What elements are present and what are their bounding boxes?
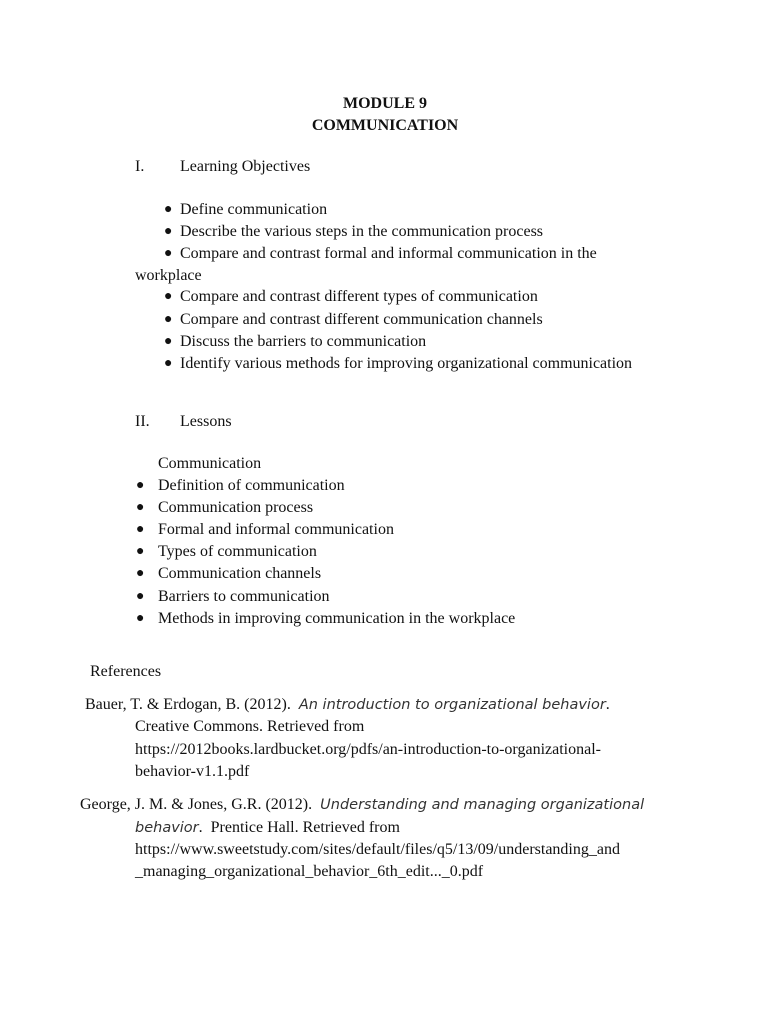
objective-item-continuation: workplace: [135, 267, 202, 284]
bullet-icon: ●: [164, 312, 173, 327]
objective-item: Identify various methods for improving organizational communication: [180, 355, 633, 372]
references-heading: References: [90, 663, 162, 680]
bullet-icon: ●: [164, 289, 173, 304]
section-two-heading: Lessons: [180, 413, 232, 430]
lesson-item: Types of communication: [158, 543, 317, 560]
bullet-icon: ●: [164, 334, 173, 349]
objective-item: Compare and contrast formal and informal communication in the: [180, 245, 597, 262]
objective-item: Compare and contrast different communication channels: [180, 311, 543, 328]
bullet-icon: ●: [136, 589, 145, 604]
reference-title: Understanding and managing organizational: [320, 797, 645, 813]
section-one-heading: Learning Objectives: [180, 158, 311, 175]
lesson-item: Definition of communication: [158, 477, 345, 494]
lesson-item: Barriers to communication: [158, 588, 330, 605]
bullet-icon: ●: [136, 522, 145, 537]
lesson-item: Communication process: [158, 499, 314, 516]
objective-item: Define communication: [180, 201, 328, 218]
reference-title: An introduction to organizational behavior: [298, 697, 606, 713]
bullet-icon: ●: [136, 500, 145, 515]
section-one-numeral: I.: [135, 158, 145, 175]
reference-line: behavior. Prentice Hall. Retrieved from: [135, 819, 400, 836]
objective-item: Discuss the barriers to communication: [180, 333, 427, 350]
reference-publisher: Creative Commons. Retrieved from: [135, 718, 365, 735]
reference-url: https://www.sweetstudy.com/sites/default/files/q5/13/09/understanding_and: [135, 841, 620, 858]
objective-item: Describe the various steps in the communication process: [180, 223, 544, 240]
section-two-numeral: II.: [135, 413, 150, 430]
objective-item: Compare and contrast different types of communication: [180, 288, 538, 305]
bullet-icon: ●: [136, 566, 145, 581]
reference-url-continuation: behavior-v1.1.pdf: [135, 763, 250, 780]
reference-line: Bauer, T. & Erdogan, B. (2012). An introduction to organizational behavior.: [85, 696, 610, 713]
reference-url-continuation: _managing_organizational_behavior_6th_edit..._0.pdf: [135, 863, 484, 880]
bullet-icon: ●: [164, 202, 173, 217]
module-number: MODULE 9: [343, 95, 427, 112]
bullet-icon: ●: [136, 544, 145, 559]
bullet-icon: ●: [164, 246, 173, 261]
reference-authors: George, J. M. & Jones, G.R. (2012).: [80, 796, 313, 813]
reference-publisher: Prentice Hall. Retrieved from: [210, 819, 400, 836]
bullet-icon: ●: [164, 224, 173, 239]
lesson-item: Communication channels: [158, 565, 322, 582]
lessons-topic: Communication: [158, 455, 262, 472]
reference-line: [80, 794, 644, 816]
reference-authors: Bauer, T. & Erdogan, B. (2012).: [85, 696, 291, 713]
bullet-icon: ●: [136, 478, 145, 493]
lesson-item: Methods in improving communication in the workplace: [158, 610, 516, 627]
lesson-item: Formal and informal communication: [158, 521, 394, 538]
bullet-icon: ●: [164, 356, 173, 371]
reference-url: https://2012books.lardbucket.org/pdfs/an-introduction-to-organizational-: [135, 741, 601, 758]
module-title: COMMUNICATION: [311, 117, 459, 134]
reference-title-continuation: behavior: [135, 820, 199, 836]
bullet-icon: ●: [136, 611, 145, 626]
